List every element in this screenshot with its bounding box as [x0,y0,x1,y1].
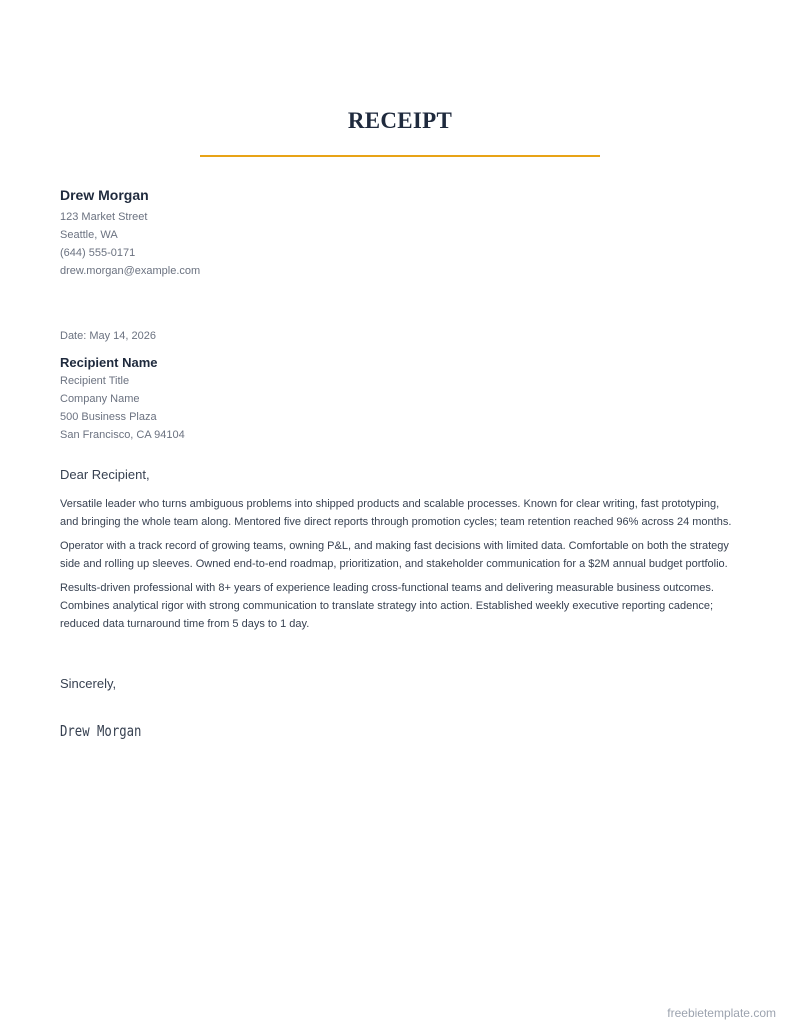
letter-body [60,495,740,639]
signature: Drew Morgan [60,722,142,740]
sender-block [60,186,200,280]
recipient-company: Company Name [60,393,140,405]
body-paragraph: Operator with a track record of growing teams, owning P&L, and making fast decisions with limited data. Comfortable on both the strategy side and rolling up sleeves. Owned end-to-end roadmap, prioritization, and stakeholder communication for a $2M annual budget portfolio. [60,540,729,570]
closing: Sincerely, [60,676,117,691]
sender-name: Drew Morgan [60,187,149,203]
footer-credit: freebietemplate.com [667,1006,776,1020]
recipient-title: Recipient Title [60,375,130,387]
body-paragraph: Results-driven professional with 8+ years of experience leading cross-functional teams and delivering measurable business outcomes. Combines analytical rigor with strong communication to translate strategy into action. Established weekly executive reporting cadence; reduced data turnaround time from 5 days to 1 day. [60,582,714,630]
salutation: Dear Recipient, [60,467,150,482]
title-divider [200,155,600,157]
sender-city: Seattle, WA [60,229,118,241]
recipient-address: 500 Business Plaza [60,411,157,423]
recipient-city: San Francisco, CA 94104 [60,429,185,441]
letter-date: Date: May 14, 2026 [60,330,157,342]
recipient-name: Recipient Name [60,355,158,370]
sender-phone: (644) 555-0171 [60,247,136,259]
sender-email: drew.morgan@example.com [60,265,201,277]
recipient-block [60,354,185,444]
sender-address: 123 Market Street [60,211,148,223]
document-title: RECEIPT [347,108,453,133]
body-paragraph: Versatile leader who turns ambiguous problems into shipped products and scalable processes. Known for clear writing, fast prototyping, and bringing the whole team along. Mentored five direct reports through promotion cycles; team retention reached 96% across 24 months. [60,498,732,528]
